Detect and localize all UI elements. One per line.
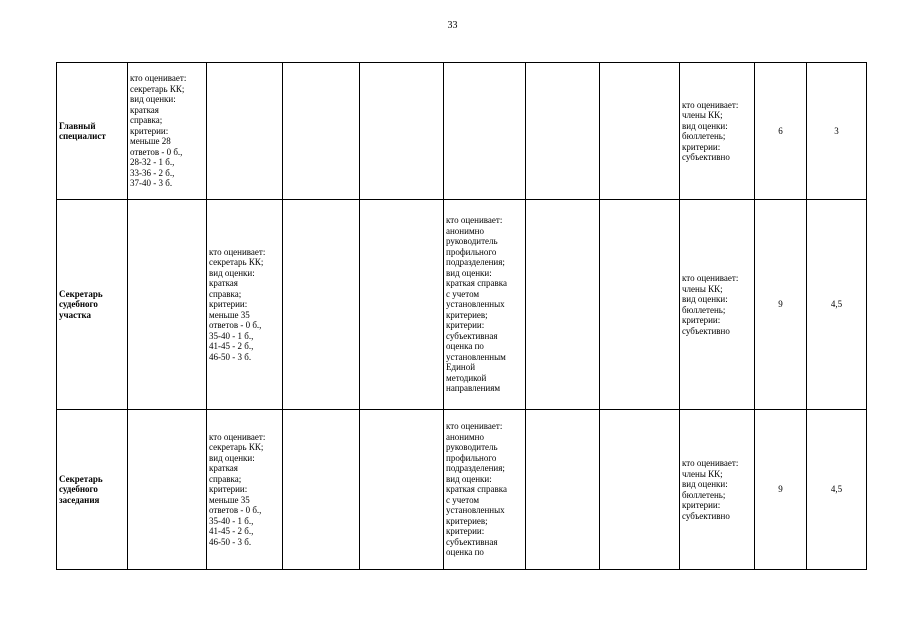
assessment-cell: кто оценивает: секретарь КК; вид оценки: краткая справка; критерии: меньше 35 ответов - 0 б., 35-40 - 1 б., 41-45 - 2 б., 46-50 - 3 б. [207,200,283,410]
table-row [57,410,867,570]
empty-cell [283,410,360,570]
page-number: 33 [447,20,458,31]
assessment-cell: кто оценивает: члены КК; вид оценки: бюллетень; критерии: субъективно [680,200,755,410]
empty-cell [360,410,444,570]
empty-cell [526,63,600,200]
assessment-cell [128,410,207,570]
empty-cell [283,200,360,410]
assessment-cell: кто оценивает: секретарь КК; вид оценки: краткая справка; критерии: меньше 28 ответов - 0 б., 28-32 - 1 б., 33-36 - 2 б., 37-40 - 3 б. [128,63,207,200]
position-cell: Секретарь судебного участка [57,200,128,410]
position-cell: Главный специалист [57,63,128,200]
empty-cell [600,410,680,570]
table-row [57,200,867,410]
empty-cell [600,200,680,410]
empty-cell [360,200,444,410]
assessment-cell: кто оценивает: анонимно руководитель профильного подразделения; вид оценки: краткая справка с учетом установленных критериев; критерии: субъективная оценка по [444,410,526,570]
assessment-cell: кто оценивает: члены КК; вид оценки: бюллетень; критерии: субъективно [680,63,755,200]
assessment-cell: кто оценивает: анонимно руководитель профильного подразделения; вид оценки: краткая справка с учетом установленных критериев; критерии: субъективная оценка по установленным Единой методикой направлениям [444,200,526,410]
empty-cell [526,200,600,410]
weight-cell: 4,5 [807,410,867,570]
empty-cell [600,63,680,200]
points-cell: 9 [755,200,807,410]
table-row [57,63,867,200]
points-cell: 6 [755,63,807,200]
assessment-cell [128,200,207,410]
assessment-cell [444,63,526,200]
empty-cell [360,63,444,200]
assessment-cell: кто оценивает: члены КК; вид оценки: бюллетень; критерии: субъективно [680,410,755,570]
weight-cell: 4,5 [807,200,867,410]
assessment-table [56,62,867,570]
empty-cell [283,63,360,200]
position-cell: Секретарь судебного заседания [57,410,128,570]
weight-cell: 3 [807,63,867,200]
empty-cell [526,410,600,570]
points-cell: 9 [755,410,807,570]
assessment-cell [207,63,283,200]
assessment-cell: кто оценивает: секретарь КК; вид оценки: краткая справка; критерии: меньше 35 ответов - 0 б., 35-40 - 1 б., 41-45 - 2 б., 46-50 - 3 б. [207,410,283,570]
